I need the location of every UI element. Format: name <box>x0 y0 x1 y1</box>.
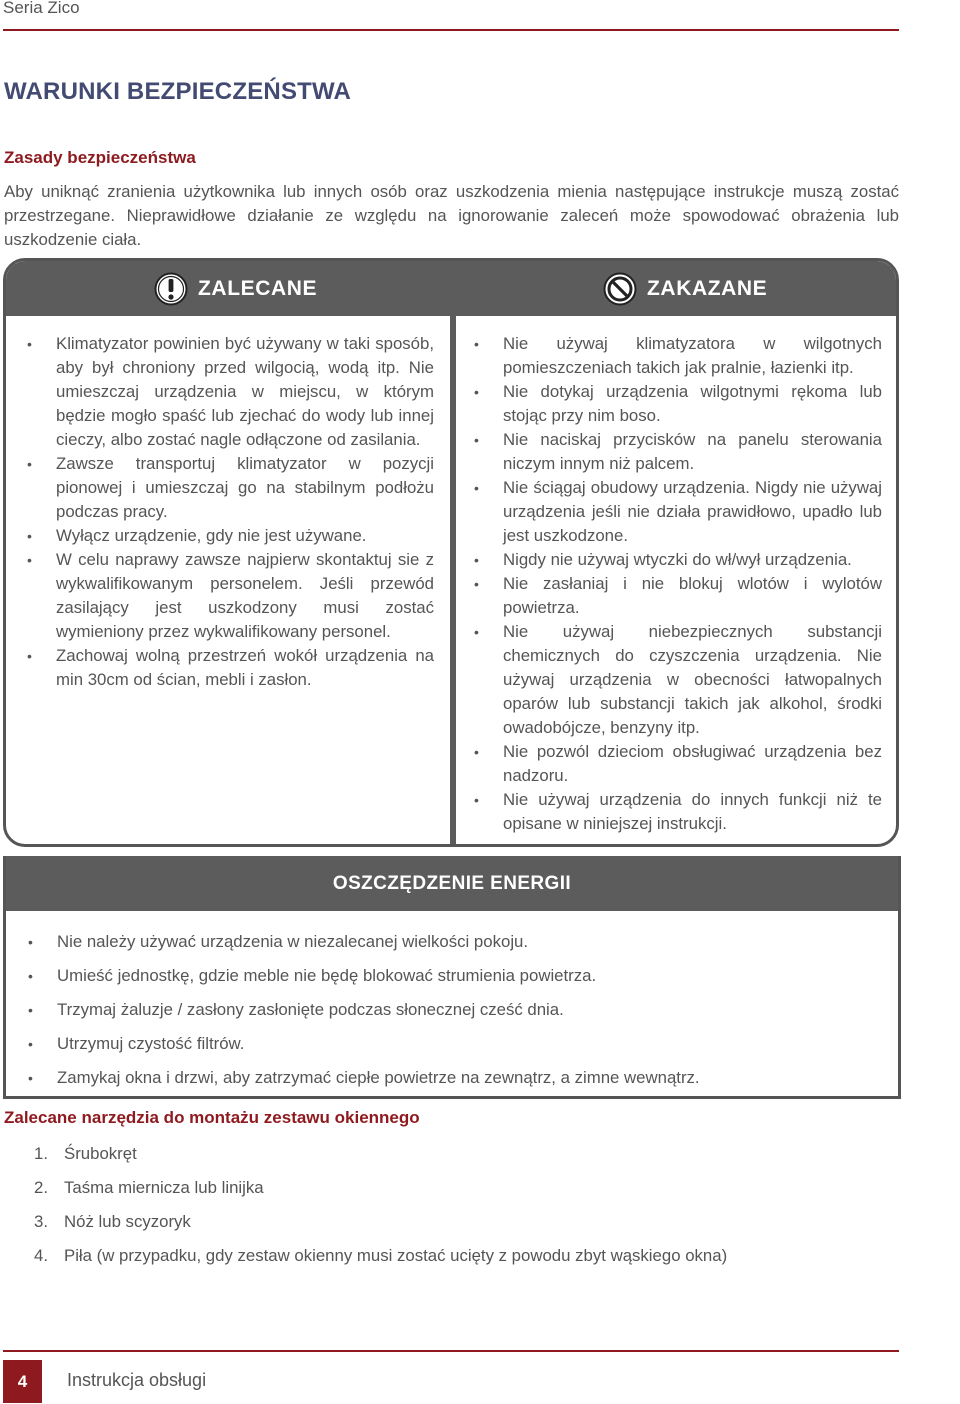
list-item: • W celu naprawy zawsze najpierw skontaktuj sie z wykwalifikowanym personelem. Jeśli przewód zasilający jest uszkodzony musi zostać wymieniony przez wykwalifikowany personel. <box>27 548 434 644</box>
footer-divider <box>3 1350 899 1352</box>
list-item: • Nigdy nie używaj wtyczki do wł/wył urządzenia. <box>474 548 882 572</box>
list-item: • Nie używaj klimatyzatora w wilgotnych pomieszczeniach takich jak pralnie, łazienki itp. <box>474 332 882 380</box>
forbidden-header <box>603 271 767 307</box>
page-title: WARUNKI BEZPIECZEŃSTWA <box>4 78 352 105</box>
list-item-text: Taśma miernicza lub linijka <box>64 1178 264 1197</box>
list-item-number: 2. <box>34 1178 48 1197</box>
list-item <box>4 1171 727 1205</box>
list-item-number: 4. <box>34 1246 48 1265</box>
list-item <box>4 1205 727 1239</box>
tools-heading: Zalecane narzędzia do montażu zestawu okiennego <box>4 1108 420 1127</box>
list-item: • Nie używaj niebezpiecznych substancji chemicznych do czyszczenia urządzenia. Nie używaj urządzenia w obecności łatwopalnych oparów lub substancji takich jak alkohol, środki owadobójcze, benzyny itp. <box>474 620 882 740</box>
header-divider <box>3 29 899 31</box>
recommended-list <box>27 332 434 692</box>
energy-saving-list <box>28 925 888 1095</box>
series-name: Seria Zico <box>3 0 80 17</box>
energy-saving-title: OSZCZĘDZENIE ENERGII <box>6 856 898 911</box>
page-number: 4 <box>3 1360 42 1403</box>
list-item-text: Nóż lub scyzoryk <box>64 1212 191 1231</box>
list-item: • Zawsze transportuj klimatyzator w pozycji pionowej i umieszczaj go na stabilnym podłożu podczas pracy. <box>27 452 434 524</box>
list-item: • Zamykaj okna i drzwi, aby zatrzymać ciepłe powietrze na zewnątrz, a zimne wewnątrz. <box>28 1061 888 1095</box>
recommended-header <box>154 271 317 307</box>
safety-intro-paragraph: Aby uniknąć zranienia użytkownika lub innych osób oraz uszkodzenia mienia następujące instrukcje muszą zostać przestrzegane. Nieprawidłowe działanie ze względu na ignorowanie zaleceń może spowodować obrażenia lub uszkodzenie ciała. <box>4 182 899 249</box>
footer-label: Instrukcja obsługi <box>67 1370 207 1390</box>
list-item: • Utrzymuj czystość filtrów. <box>28 1027 888 1061</box>
list-item <box>4 1137 727 1171</box>
tools-list <box>4 1137 727 1273</box>
recommended-title: ZALECANE <box>198 277 318 300</box>
list-item-number: 1. <box>34 1144 48 1163</box>
list-item: • Trzymaj żaluzje / zasłony zasłonięte podczas słonecznej cześć dnia. <box>28 993 888 1027</box>
list-item-number: 3. <box>34 1212 48 1231</box>
safety-box <box>3 258 899 847</box>
list-item: • Nie ściągaj obudowy urządzenia. Nigdy nie używaj urządzenia jeśli nie działa prawidłowo, upadło lub jest uszkodzone. <box>474 476 882 548</box>
list-item-text: Piła (w przypadku, gdy zestaw okienny musi zostać ucięty z powodu zbyt wąskiego okna) <box>64 1246 728 1265</box>
list-item: • Nie zasłaniaj i nie blokuj wlotów i wylotów powietrza. <box>474 572 882 620</box>
forbidden-list <box>474 332 882 836</box>
list-item: • Wyłącz urządzenie, gdy nie jest używane. <box>27 524 434 548</box>
list-item: • Nie pozwól dzieciom obsługiwać urządzenia bez nadzoru. <box>474 740 882 788</box>
list-item-text: Śrubokręt <box>64 1144 137 1163</box>
exclamation-icon <box>154 272 188 306</box>
energy-saving-box <box>3 856 901 1099</box>
list-item: • Klimatyzator powinien być używany w taki sposób, aby był chroniony przed wilgocią, wodą itp. Nie umieszczaj urządzenia w miejscu, w którym będzie mogło spaść lub zjechać do wody lub innej cieczy, albo zostać nagle odłączone od zasilania. <box>27 332 434 452</box>
prohibited-icon <box>603 272 637 306</box>
list-item: • Zachowaj wolną przestrzeń wokół urządzenia na min 30cm od ścian, mebli i zasłon. <box>27 644 434 692</box>
list-item <box>4 1239 727 1273</box>
safety-rules-heading: Zasady bezpieczeństwa <box>4 148 196 167</box>
forbidden-title: ZAKAZANE <box>647 277 768 300</box>
list-item: • Nie używaj urządzenia do innych funkcji niż te opisane w niniejszej instrukcji. <box>474 788 882 836</box>
list-item: • Umieść jednostkę, gdzie meble nie będę blokować strumienia powietrza. <box>28 959 888 993</box>
list-item: • Nie naciskaj przycisków na panelu sterowania niczym innym niż palcem. <box>474 428 882 476</box>
column-divider <box>450 316 456 847</box>
list-item: • Nie dotykaj urządzenia wilgotnymi rękoma lub stojąc przy nim boso. <box>474 380 882 428</box>
list-item: • Nie należy używać urządzenia w niezalecanej wielkości pokoju. <box>28 925 888 959</box>
